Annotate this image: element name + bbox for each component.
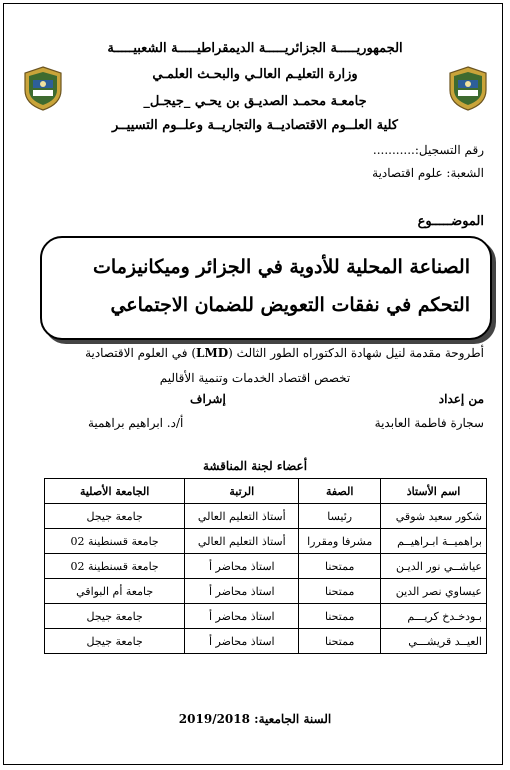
supervision-label: إشراف <box>190 392 226 406</box>
university-emblem-left <box>20 64 66 112</box>
supervisor-name: أ/د. ابراهيم براهمية <box>88 416 184 430</box>
header-university: الجامعة الأصلية <box>45 479 185 504</box>
branch-line: الشعبة: علوم اقتصادية <box>372 166 484 180</box>
member-rank: استاذ محاضر أ <box>185 579 299 604</box>
table-row <box>45 629 487 654</box>
subject-label: الموضـــــوع <box>417 214 484 229</box>
thesis-title-box <box>40 236 492 340</box>
republic-line: الجمهوريـــــة الجزائريـــــة الديمقراطيـــــة الشعبيـــــة <box>107 41 403 56</box>
academic-year: السنة الجامعية: 2019/2018 <box>178 712 332 726</box>
ministry-line: وزارة التعليـم العالـي والبحـث العلمـي <box>152 67 358 82</box>
specialty-line: تخصص اقتصاد الخدمات وتنمية الأقاليم <box>159 371 351 385</box>
member-role: ممتحنا <box>299 629 381 654</box>
member-rank: أستاذ التعليم العالي <box>185 504 299 529</box>
member-rank: أستاذ التعليم العالي <box>185 529 299 554</box>
member-university: جامعة قسنطينة 02 <box>45 554 185 579</box>
member-name: شكور سعيد شوقي <box>381 504 487 529</box>
member-role: ممتحنا <box>299 579 381 604</box>
table-row <box>45 504 487 529</box>
member-university: جامعة قسنطينة 02 <box>45 529 185 554</box>
university-emblem-right <box>445 64 491 112</box>
member-role: رئيسا <box>299 504 381 529</box>
thesis-description: أطروحة مقدمة لنيل شهادة الدكتوراه الطور الثالث (LMD) في العلوم الاقتصادية <box>85 346 484 360</box>
registration-number: رقم التسجيل:........... <box>372 143 484 157</box>
faculty-line: كلية العلــوم الاقتصاديــة والتجاريــة وعلــوم التسييــر <box>112 118 398 133</box>
member-university: جامعة جيجل <box>45 504 185 529</box>
member-name: بـودخـدخ كريـــم <box>381 604 487 629</box>
table-row <box>45 529 487 554</box>
thesis-title-line-2: التحكم في نفقات التعويض للضمان الاجتماعي <box>110 294 470 316</box>
member-rank: استاذ محاضر أ <box>185 629 299 654</box>
university-line: جامعـة محمـد الصديـق بن يحـي _جيجـل_ <box>143 94 367 109</box>
header-role: الصفة <box>299 479 381 504</box>
member-role: مشرفا ومقررا <box>299 529 381 554</box>
member-role: ممتحنا <box>299 554 381 579</box>
member-rank: استاذ محاضر أ <box>185 604 299 629</box>
prepared-by-label: من إعداد <box>438 392 484 406</box>
member-university: جامعة أم البواقي <box>45 579 185 604</box>
member-university: جامعة جيجل <box>45 629 185 654</box>
committee-table <box>44 478 487 654</box>
table-row <box>45 604 487 629</box>
member-name: العيــد قريشـــي <box>381 629 487 654</box>
table-row <box>45 579 487 604</box>
member-name: براهميــة ابـراهيــم <box>381 529 487 554</box>
committee-header-row <box>45 479 487 504</box>
table-row <box>45 554 487 579</box>
thesis-title-line-1: الصناعة المحلية للأدوية في الجزائر وميكانيزمات <box>93 256 470 278</box>
author-name: سجارة فاطمة العابدية <box>374 416 484 430</box>
member-name: عياشــي نور الديـن <box>381 554 487 579</box>
header-professor-name: اسم الأستاذ <box>381 479 487 504</box>
committee-title: أعضاء لجنة المناقشة <box>202 459 308 473</box>
member-name: عيساوي نصر الدين <box>381 579 487 604</box>
member-rank: استاذ محاضر أ <box>185 554 299 579</box>
member-university: جامعة جيجل <box>45 604 185 629</box>
member-role: ممتحنا <box>299 604 381 629</box>
header-rank: الرتبة <box>185 479 299 504</box>
